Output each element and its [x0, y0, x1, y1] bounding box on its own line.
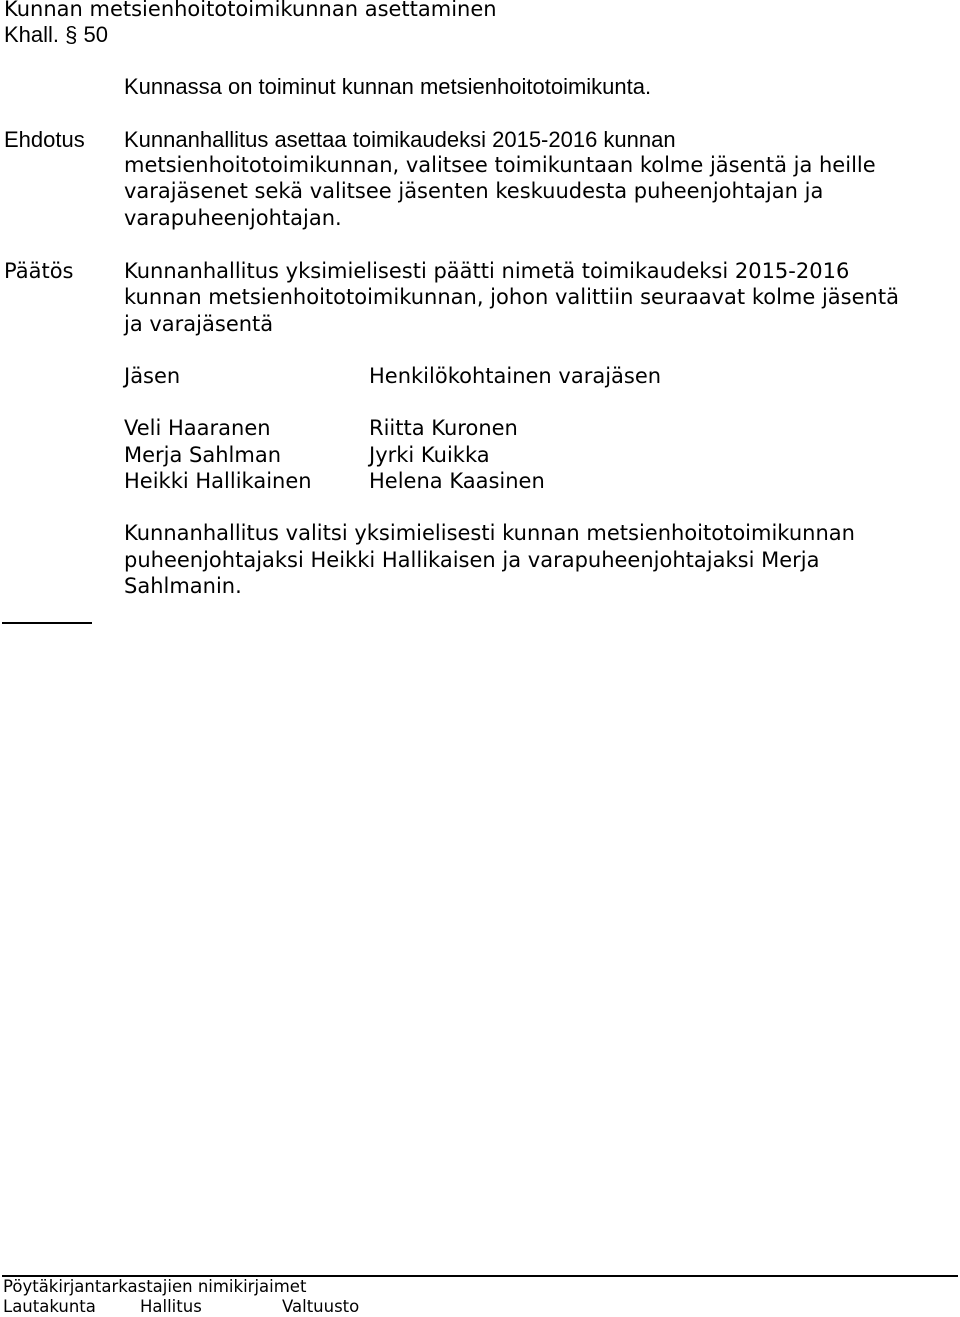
table-cell-member: Heikki Hallikainen: [124, 469, 312, 493]
decision-label: Päätös: [4, 259, 74, 283]
footer-body-board: Lautakunta: [3, 1297, 96, 1316]
table-header-deputy: Henkilökohtainen varajäsen: [369, 364, 662, 388]
table-cell-member: Veli Haaranen: [124, 416, 271, 440]
decision-line: Kunnanhallitus yksimielisesti päätti nimetä toimikaudeksi 2015-2016: [124, 259, 850, 283]
intro-text: Kunnassa on toiminut kunnan metsienhoitotoimikunta.: [124, 74, 652, 99]
proposal-line: varapuheenjohtajan.: [124, 206, 342, 230]
proposal-line: metsienhoitotoimikunnan, valitsee toimikuntaan kolme jäsentä ja heille: [124, 153, 876, 177]
table-cell-deputy: Riitta Kuronen: [369, 416, 518, 440]
table-cell-deputy: Helena Kaasinen: [369, 469, 545, 493]
table-cell-deputy: Jyrki Kuikka: [369, 443, 490, 467]
proposal-line: varajäsenet sekä valitsee jäsenten keskuudesta puheenjohtajan ja: [124, 179, 824, 203]
closing-line: Sahlmanin.: [124, 574, 242, 598]
section-divider: [2, 622, 92, 624]
closing-line: Kunnanhallitus valitsi yksimielisesti kunnan metsienhoitotoimikunnan: [124, 521, 855, 545]
footer-body-government: Hallitus: [140, 1297, 202, 1316]
proposal-line: Kunnanhallitus asettaa toimikaudeksi 2015-2016 kunnan: [124, 127, 676, 152]
closing-line: puheenjohtajaksi Heikki Hallikaisen ja varapuheenjohtajaksi Merja: [124, 548, 820, 572]
section-reference: Khall. § 50: [4, 22, 108, 47]
table-header-member: Jäsen: [124, 364, 181, 388]
decision-line: ja varajäsentä: [124, 312, 274, 336]
decision-line: kunnan metsienhoitotoimikunnan, johon valittiin seuraavat kolme jäsentä: [124, 285, 899, 309]
footer-body-council: Valtuusto: [282, 1297, 360, 1316]
footer-title: Pöytäkirjantarkastajien nimikirjaimet: [3, 1277, 307, 1296]
document-title: Kunnan metsienhoitotoimikunnan asettaminen: [4, 0, 497, 21]
proposal-label: Ehdotus: [4, 127, 85, 152]
table-cell-member: Merja Sahlman: [124, 443, 282, 467]
